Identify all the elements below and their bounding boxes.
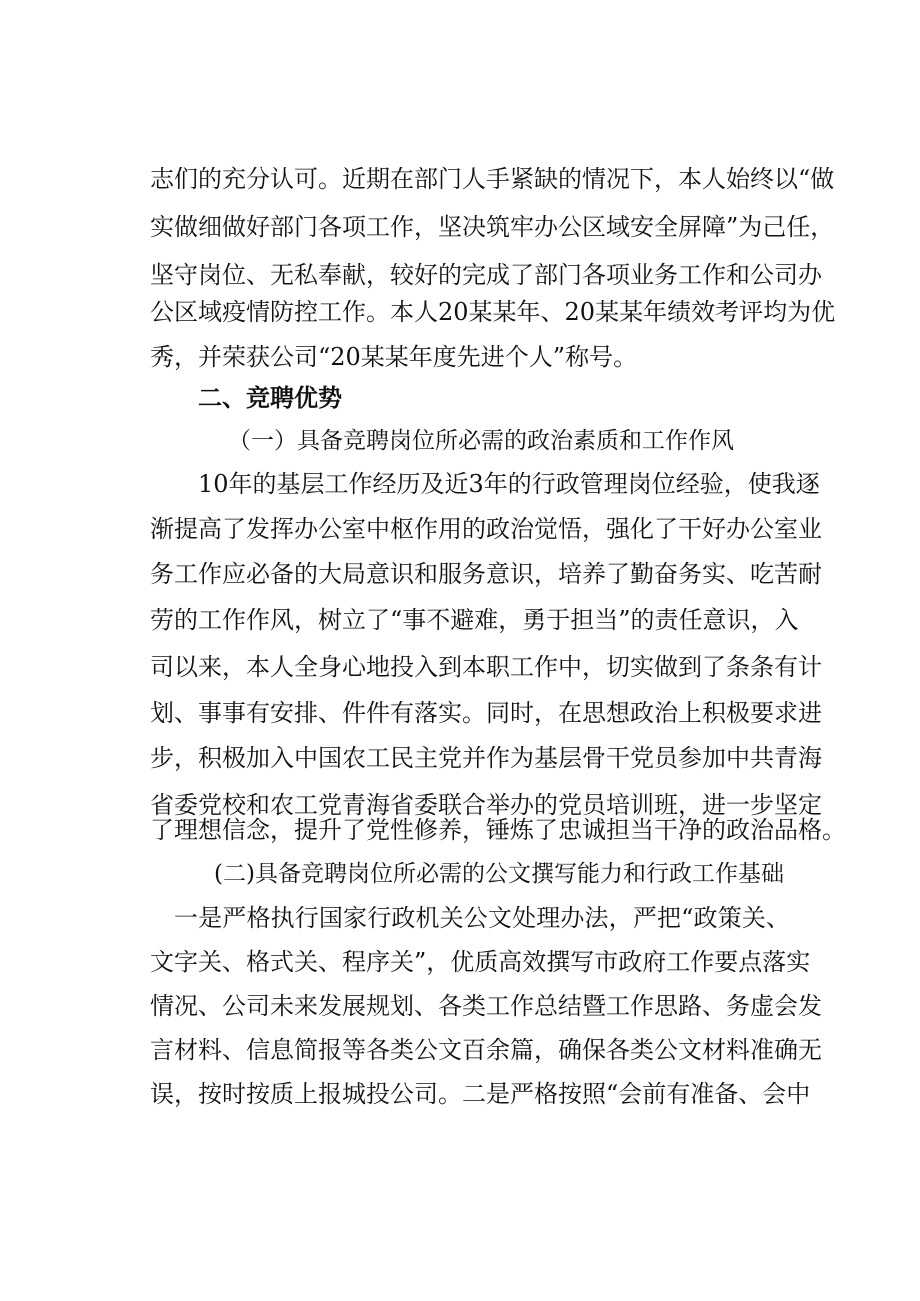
subsection-title: （一）具备竞聘岗位所必需的政治素质和工作作风: [228, 428, 734, 454]
paragraph-line: 文字关、格式关、程序关”，优质高效撰写市政府工作要点落实: [150, 948, 811, 976]
paragraph-line: 司以来，本人全身心地投入到本职工作中，切实做到了条条有计: [150, 653, 822, 681]
paragraph-line: 划、事事有安排、件件有落实。同时，在思想政治上积极要求进: [150, 699, 822, 727]
paragraph-line: 10年的基层工作经历及近3年的行政管理岗位经验，使我逐: [198, 470, 820, 498]
paragraph-line: 步，积极加入中国农工民主党并作为基层骨干党员参加中共青海: [150, 744, 822, 772]
paragraph-line: 坚守岗位、无私奉献，较好的完成了部门各项业务工作和公司办: [150, 261, 822, 289]
paragraph-line: 了理想信念，提升了党性修养，锤炼了忠诚担当干净的政治品格。: [150, 816, 846, 844]
paragraph-line: 言材料、信息简报等各类公文百余篇，确保各类公文材料准确无: [150, 1036, 822, 1064]
paragraph-line: 务工作应必备的大局意识和服务意识，培养了勤奋务实、吃苦耐: [150, 560, 822, 588]
paragraph-line: 误，按时按质上报城投公司。二是严格按照“会前有准备、会中: [150, 1080, 811, 1108]
paragraph-line: 劳的工作作风，树立了“事不避难，勇于担当”的责任意识，入: [150, 606, 799, 634]
paragraph-line: 志们的充分认可。近期在部门人手紧缺的情况下，本人始终以“做: [150, 165, 835, 193]
paragraph-line: 渐提高了发挥办公室中枢作用的政治觉悟，强化了干好办公室业: [150, 515, 822, 543]
paragraph-line: 一是严格执行国家行政机关公文处理办法，严把“政策关、: [174, 904, 790, 932]
paragraph-line: 省委党校和农工党青海省委联合举办的党员培训班，进一步坚定: [150, 791, 822, 819]
paragraph-line: 情况、公司未来发展规划、各类工作总结暨工作思路、务虚会发: [150, 992, 822, 1020]
section-heading: 二、竞聘优势: [198, 384, 342, 412]
paragraph-line: 实做细做好部门各项工作，坚决筑牢办公区域安全屏障”为己任，: [150, 213, 835, 241]
subsection-title: (二)具备竞聘岗位所必需的公文撰写能力和行政工作基础: [214, 861, 784, 887]
paragraph-line: 秀，并荣获公司“20某某年度先进个人”称号。: [150, 343, 638, 371]
paragraph-line: 公区域疫情防控工作。本人20某某年、20某某年绩效考评均为优: [150, 298, 836, 326]
